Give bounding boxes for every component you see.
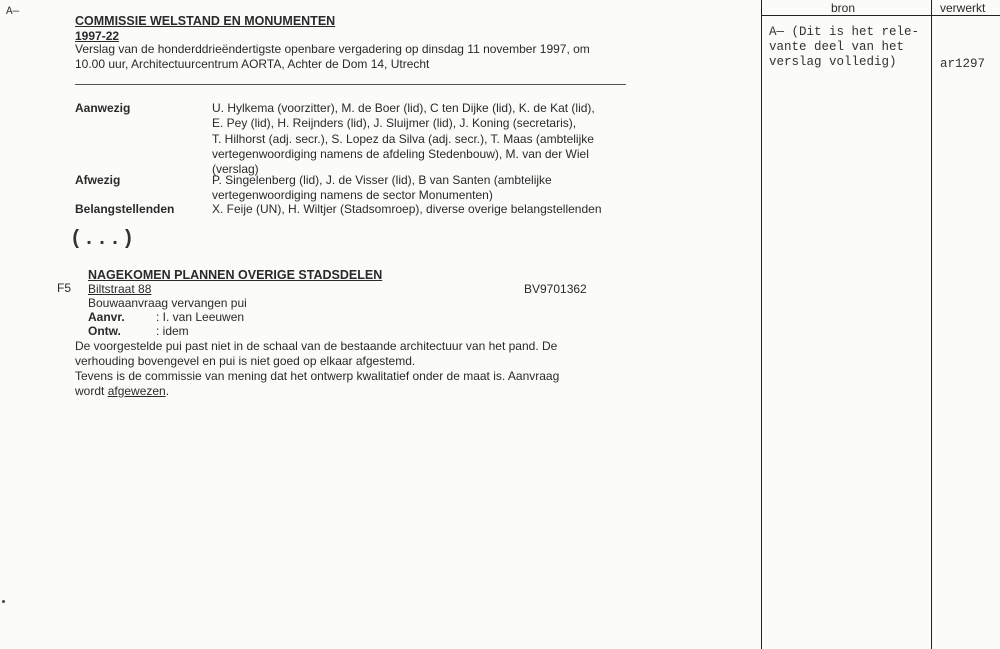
report-number: 1997-22 — [75, 29, 120, 43]
absent-line: vertegenwoordiging namens de sector Monumenten) — [212, 188, 493, 203]
sidebar-mid-rule — [931, 0, 932, 649]
absent-line: P. Singelenberg (lid), J. de Visser (lid), B van Santen (ambtelijke — [212, 173, 552, 187]
report-intro-line-2: 10.00 uur, Architectuurcentrum AORTA, Achter de Dom 14, Utrecht — [75, 57, 430, 71]
section-title: NAGEKOMEN PLANNEN OVERIGE STADSDELEN — [88, 268, 383, 282]
source-note-line: verslag volledig) — [769, 55, 897, 69]
item-code: F5 — [57, 281, 72, 295]
margin-mark: A— — [6, 6, 20, 18]
present-label: Aanwezig — [75, 101, 131, 115]
absent-label: Afwezig — [75, 173, 121, 187]
scan-speck — [2, 600, 5, 603]
source-note-line: A— (Dit is het rele- — [769, 25, 920, 39]
header-divider — [75, 84, 626, 85]
designer-label: Ontw. — [88, 324, 121, 338]
source-note — [769, 25, 919, 70]
item-body — [75, 339, 559, 399]
document-title: COMMISSIE WELSTAND EN MONUMENTEN — [75, 14, 336, 28]
applicant-value: : I. van Leeuwen — [156, 310, 245, 324]
body-line: Tevens is de commissie van mening dat het ontwerp kwalitatief onder de maat is. Aanvraag — [75, 369, 560, 383]
applicant-label: Aanvr. — [88, 310, 125, 324]
present-line: U. Hylkema (voorzitter), M. de Boer (lid), C ten Dijke (lid), K. de Kat (lid), — [212, 101, 595, 115]
source-note-line: vante deel van het — [769, 40, 905, 54]
sidebar-left-rule — [761, 0, 762, 649]
processed-header: verwerkt — [940, 1, 986, 15]
item-description: Bouwaanvraag vervangen pui — [88, 296, 247, 310]
present-line: (verslag) — [212, 162, 259, 177]
decision-word: afgewezen — [107, 384, 166, 398]
processed-value: ar1297 — [940, 57, 986, 71]
stakeholders-line: X. Feije (UN), H. Wiltjer (Stadsomroep), diverse overige belangstellenden — [212, 202, 602, 216]
present-list — [212, 101, 595, 177]
item-reference: BV9701362 — [524, 282, 587, 296]
designer-value: : idem — [156, 324, 189, 338]
present-line: T. Hilhorst (adj. secr.), S. Lopez da Silva (adj. secr.), T. Maas (ambtelijke — [212, 131, 594, 146]
body-line: verhouding bovengevel en pui is niet goed op elkaar afgestemd. — [75, 354, 416, 368]
sidebar-header-rule — [761, 15, 1000, 16]
omission-marker: (...) — [70, 228, 136, 251]
stakeholders-label: Belangstellenden — [75, 202, 175, 216]
item-address: Biltstraat 88 — [88, 282, 152, 296]
present-line: E. Pey (lid), H. Reijnders (lid), J. Sluijmer (lid), J. Koning (secretaris), — [212, 116, 577, 131]
body-line: De voorgestelde pui past niet in de schaal van de bestaande architectuur van het pand. De — [75, 339, 558, 353]
final-suffix: . — [165, 384, 170, 398]
report-intro-line-1: Verslag van de honderddrieëndertigste openbare vergadering op dinsdag 11 november 1997, om — [75, 42, 590, 56]
source-header: bron — [831, 1, 856, 15]
body-line-final — [75, 384, 559, 399]
final-prefix: wordt — [75, 384, 108, 398]
present-line: vertegenwoordiging namens de afdeling Stedenbouw), M. van der Wiel — [212, 146, 589, 161]
absent-list — [212, 173, 552, 204]
